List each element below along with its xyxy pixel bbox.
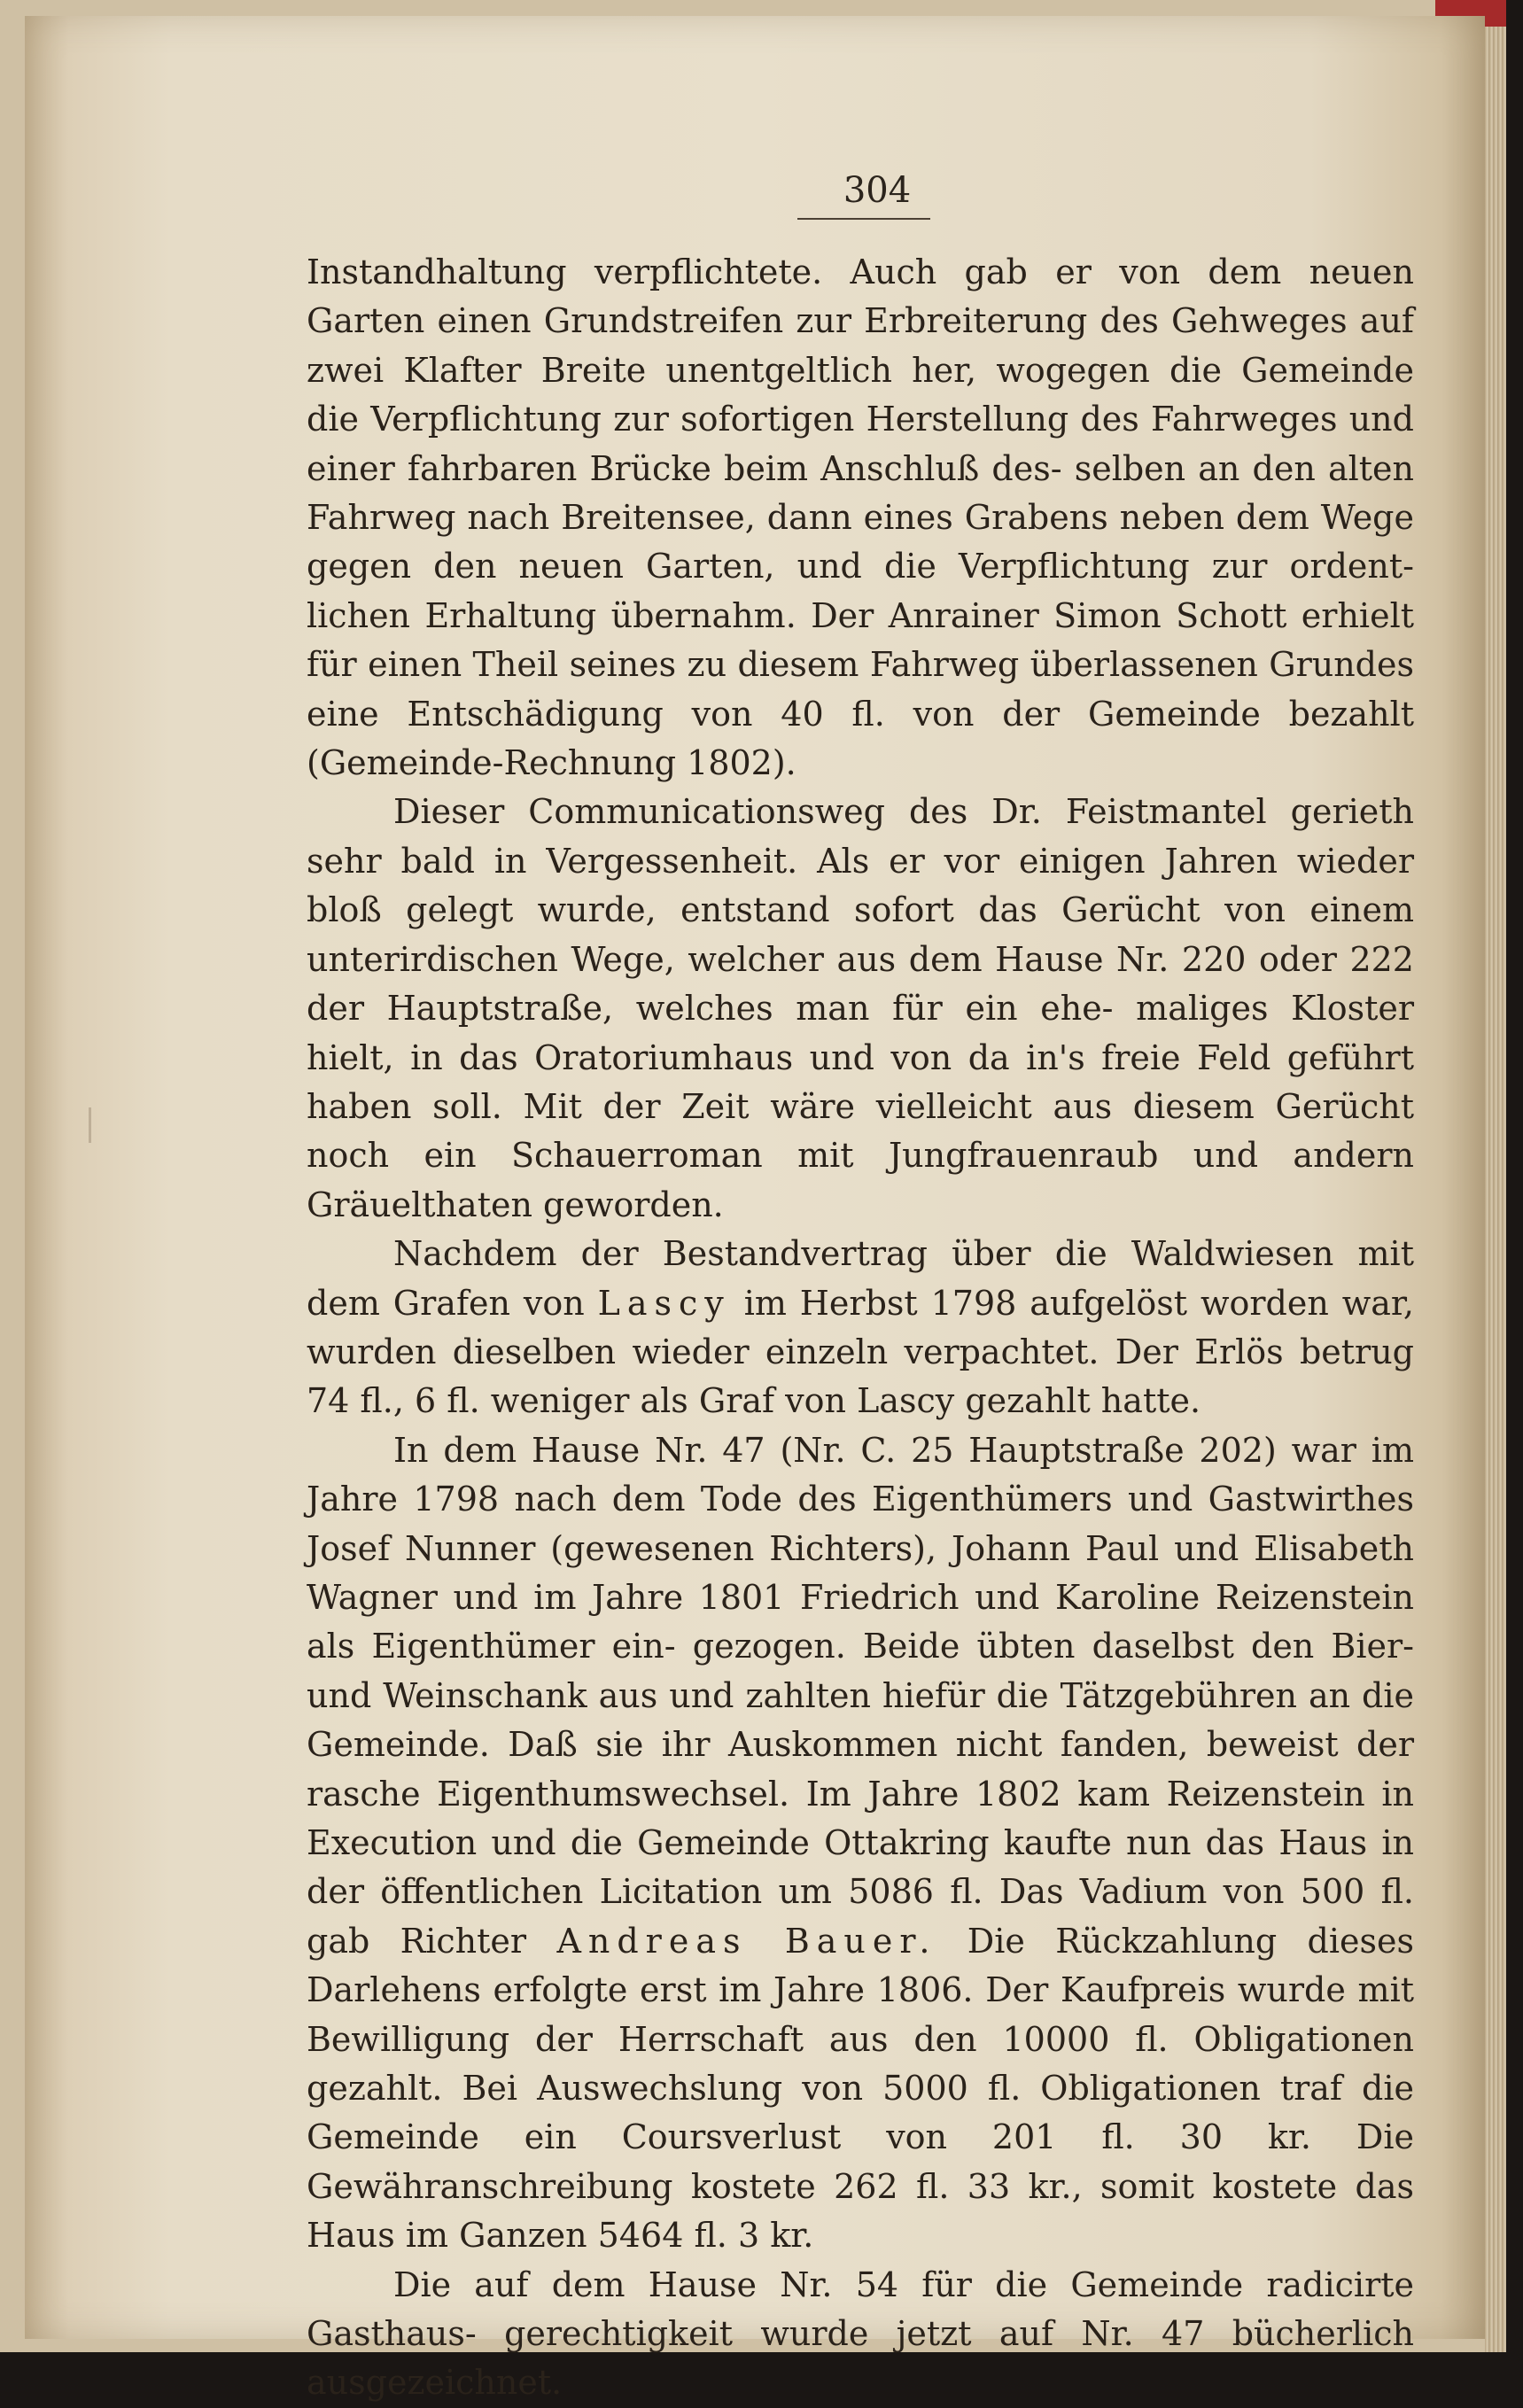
paragraph-4-text-a: In dem Hause Nr. 47 (Nr. C. 25 Hauptstraße 202) war im Jahre 1798 nach dem Tode des Eigenthümers und Gastwirthes Josef Nunner (gewesenen Richters), Johann Paul und Elisabeth Wagner und im Jahre 1801 Friedrich und Karoline Reizenstein als Eigenthümer ein- gezogen. Beide übten daselbst den Bier- und Weinschank aus und zahlten hiefür die Tätzgebühren an die Gemeinde. Daß sie ihr Auskommen nicht fanden, beweist der rasche Eigenthumswechsel. Im Jahre 1802 kam Reizenstein in Execution und die Gemeinde Ottakring kaufte nun das Haus in der öffentlichen Licitation um 5086 fl. Das Vadium von 500 fl. gab Richter [307, 1430, 1414, 1961]
name-andreas-bauer: Andreas Bauer. [556, 1921, 937, 1961]
page-number-rule [797, 218, 930, 220]
paragraph-2: Dieser Communicationsweg des Dr. Feistmantel gerieth sehr bald in Vergessenheit. Als er vor einigen Jahren wieder bloß gelegt wurde, entstand sofort das Gerücht von einem unterirdischen Wege, welcher aus dem Hause Nr. 220 oder 222 der Hauptstraße, welches man für ein ehe- maliges Kloster hielt, in das Oratoriumhaus und von da in's freie Feld geführt haben soll. Mit der Zeit wäre vielleicht aus diesem Gerücht noch ein Schauerroman mit Jungfrauenraub und andern Gräuelthaten geworden. [307, 792, 1414, 1224]
page-edges [1485, 0, 1506, 2352]
paragraph-3-text-a: Nachdem der Bestandvertrag über die Waldwiesen mit dem Grafen von [307, 1234, 1414, 1323]
body-text [307, 248, 1414, 2408]
paragraph-4 [307, 1426, 1414, 2261]
margin-mark [89, 1107, 91, 1143]
paragraph-4-text-b: Die Rückzahlung dieses Darlehens erfolgte erst im Jahre 1806. Der Kaufpreis wurde mit Bewilligung der Herrschaft aus den 10000 fl. Obligationen gezahlt. Bei Auswechslung von 5000 fl. Obligationen traf die Gemeinde ein Coursverlust von 201 fl. 30 kr. Die Gewähranschreibung kostete 262 fl. 33 kr., somit kostete das Haus im Ganzen 5464 fl. 3 kr. [307, 1921, 1414, 2256]
name-lascy-2: Lascy [857, 1381, 955, 1421]
name-lascy-1: Lascy [597, 1283, 731, 1323]
paragraph-1: Instandhaltung verpflichtete. Auch gab er von dem neuen Garten einen Grundstreifen zur Erbreiterung des Gehweges auf zwei Klafter Breite unentgeltlich her, wogegen die Gemeinde die Verpflichtung zur sofortigen Herstellung des Fahrweges und einer fahrbaren Brücke beim Anschluß des- selben an den alten Fahrweg nach Breitensee, dann eines Grabens neben dem Wege gegen den neuen Garten, und die Verpflichtung zur ordent- lichen Erhaltung übernahm. Der Anrainer Simon Schott erhielt für einen Theil seines zu diesem Fahrweg überlassenen Grundes eine Entschädigung von 40 fl. von der Gemeinde bezahlt (Gemeinde-Rechnung 1802). [307, 252, 1414, 783]
paragraph-3-text-b: im Herbst 1798 aufgelöst worden war, wurden dieselben wieder einzeln verpachtet. Der Erlös betrug 74 fl., 6 fl. weniger als Graf von [307, 1283, 1414, 1421]
page-number: 304 [843, 170, 912, 211]
paragraph-3 [307, 1230, 1414, 1426]
paragraph-5: Die auf dem Hause Nr. 54 für die Gemeinde radicirte Gasthaus- gerechtigkeit wurde jetzt auf Nr. 47 bücherlich ausgezeichnet. [307, 2264, 1414, 2403]
paragraph-3-text-c: gezahlt hatte. [965, 1381, 1201, 1421]
